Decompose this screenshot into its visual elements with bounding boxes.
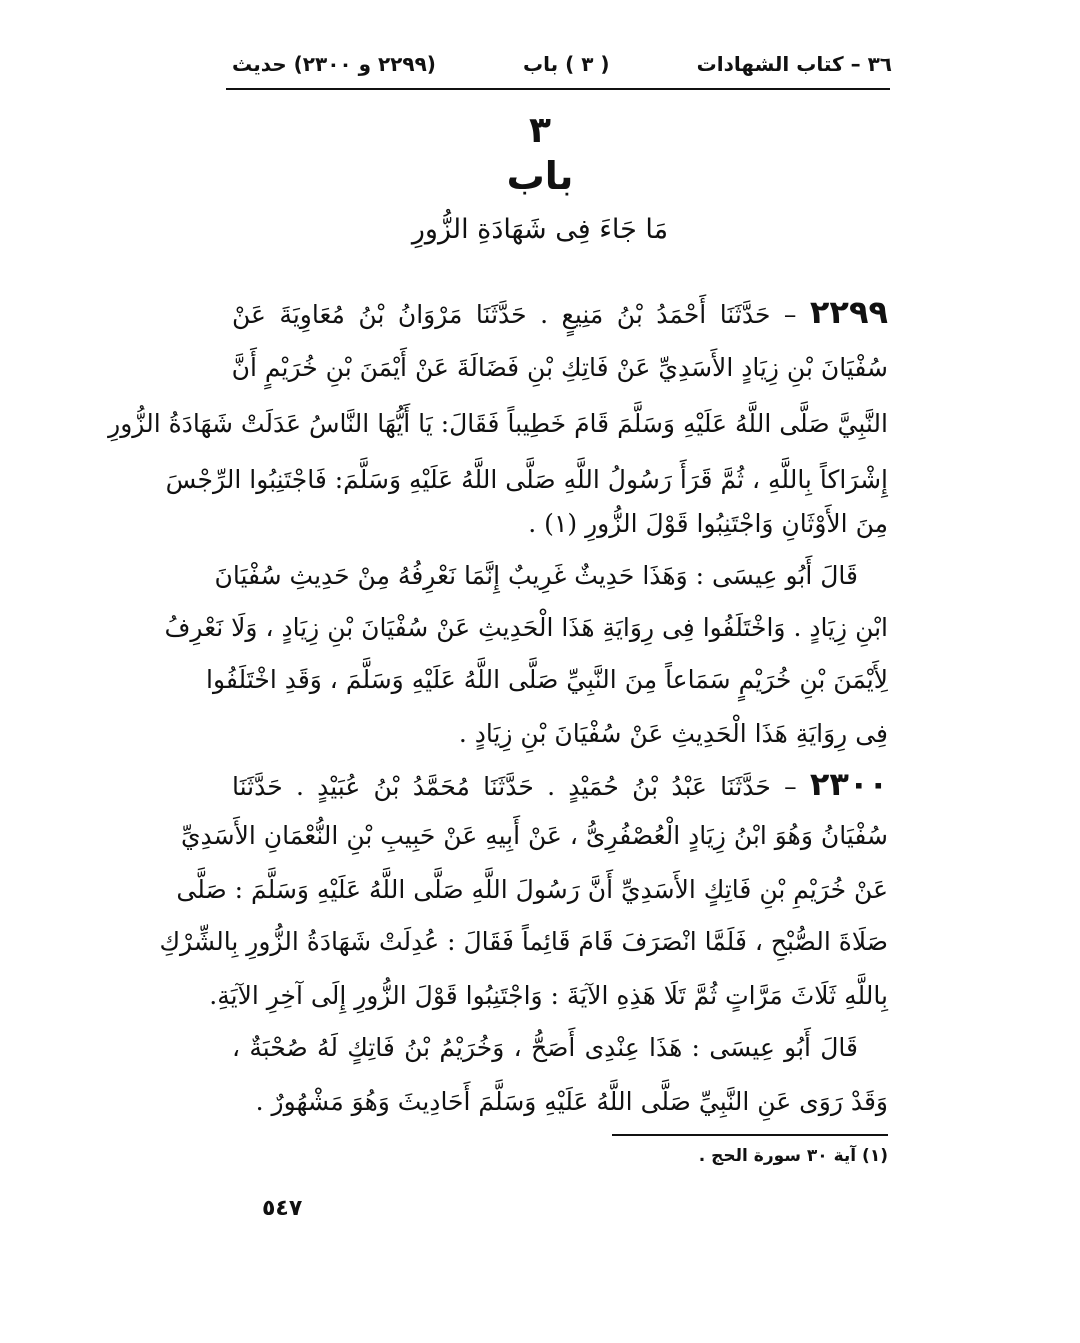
running-header <box>232 44 892 84</box>
hadith-2300-line: ٢٣٠٠ – حَدَّثَنَا عَبْدُ بْنُ حُمَيْدٍ . حَدَّثَنَا مُحَمَّدُ بْنُ عُبَيْدٍ . حَدَّثَنَا <box>232 765 888 803</box>
header-chapter: ( ٣ ) باب <box>523 52 610 76</box>
footnote-divider <box>612 1134 888 1136</box>
hadith-2300-line: بِاللَّهِ ثَلَاثَ مَرَّاتٍ ثُمَّ تَلَا هَذِهِ الآيَةَ : وَاجْتَنِبُوا قَوْلَ الزُّورِ إِلَى آخِرِ الآيَةِ. <box>209 981 888 1010</box>
hadith-2300-line: عَنْ خُرَيْمِ بْنِ فَاتِكٍ الأَسَدِيِّ أَنَّ رَسُولَ اللَّهِ صَلَّى اللَّهُ عَلَيْهِ وَسَلَّمَ : صَلَّى <box>176 875 888 904</box>
hadith-2299-line: النَّبِيَّ صَلَّى اللَّهُ عَلَيْهِ وَسَلَّمَ قَامَ خَطِيباً فَقَالَ: يَا أَيُّهَا النَّاسُ عَدَلَتْ شَهَادَةُ الزُّورِ <box>108 409 888 438</box>
hadith-2299-line: مِنَ الأَوْثَانِ وَاجْتَنِبُوا قَوْلَ الزُّورِ (١) . <box>528 509 888 538</box>
header-hadith-range: (٢٢٩٩ و ٢٣٠٠) حديث <box>232 52 436 76</box>
footnote: (١) آية ٣٠ سورة الحج . <box>698 1146 888 1166</box>
commentary-line: وَقَدْ رَوَى عَنِ النَّبِيِّ صَلَّى اللَّهُ عَلَيْهِ وَسَلَّمَ أَحَادِيثَ وَهُوَ مَشْهُورٌ . <box>255 1087 888 1116</box>
chapter-label: باب <box>506 154 574 198</box>
page-number: ٥٤٧ <box>262 1196 303 1221</box>
chapter-title: مَا جَاءَ فِى شَهَادَةِ الزُّورِ <box>411 214 669 245</box>
chapter-number: ٣ <box>529 110 551 151</box>
commentary-line: لِأَيْمَنَ بْنِ خُرَيْمٍ سَمَاعاً مِنَ النَّبِيِّ صَلَّى اللَّهُ عَلَيْهِ وَسَلَّمَ ، وَقَدِ اخْتَلَفُوا <box>206 665 888 694</box>
hadith-2299-line: إِشْرَاكاً بِاللَّهِ ، ثُمَّ قَرَأَ رَسُولُ اللَّهِ صَلَّى اللَّهُ عَلَيْهِ وَسَلَّمَ: فَاجْتَنِبُوا الرِّجْسَ <box>165 465 888 494</box>
hadith-number: ٢٣٠٠ <box>809 765 888 803</box>
commentary-line: قَالَ أَبُو عِيسَى : وَهَذَا حَدِيثٌ غَرِيبٌ إِنَّمَا نَعْرِفُهُ مِنْ حَدِيثِ سُفْيَانَ <box>214 561 858 590</box>
hadith-number: ٢٢٩٩ <box>809 293 888 331</box>
hadith-2300-line: صَلَاةَ الصُّبْحِ ، فَلَمَّا انْصَرَفَ قَامَ قَائِماً فَقَالَ : عُدِلَتْ شَهَادَةُ الزُّورِ بِالشِّرْكِ <box>159 927 888 956</box>
hadith-2299-line: ٢٢٩٩ – حَدَّثَنَا أَحْمَدُ بْنُ مَنِيعٍ . حَدَّثَنَا مَرْوَانُ بْنُ مُعَاوِيَةَ عَنْ <box>232 293 888 331</box>
commentary-line: قَالَ أَبُو عِيسَى : هَذَا عِنْدِى أَصَحُّ ، وَخُرَيْمُ بْنُ فَاتِكٍ لَهُ صُحْبَةٌ ، <box>232 1033 858 1062</box>
header-divider <box>226 88 890 90</box>
hadith-2299-line: سُفْيَانَ بْنِ زِيَادٍ الأَسَدِيِّ عَنْ فَاتِكِ بْنِ فَضَالَةَ عَنْ أَيْمَنَ بْنِ خُرَيْمٍ أَنَّ <box>231 353 888 382</box>
header-book-title: ٣٦ – كتاب الشهادات <box>696 52 892 76</box>
hadith-2300-line: سُفْيَانُ وَهُوَ ابْنُ زِيَادٍ الْعُصْفُرِىُّ ، عَنْ أَبِيهِ عَنْ حَبِيبِ بْنِ النُّعْمَانِ الأَسَدِيِّ <box>180 821 888 850</box>
commentary-line: ابْنِ زِيَادٍ . وَاخْتَلَفُوا فِى رِوَايَةِ هَذَا الْحَدِيثِ عَنْ سُفْيَانَ بْنِ زِيَادٍ ، وَلَا نَعْرِفُ <box>164 613 888 642</box>
commentary-line: فِى رِوَايَةِ هَذَا الْحَدِيثِ عَنْ سُفْيَانَ بْنِ زِيَادٍ . <box>458 719 888 748</box>
